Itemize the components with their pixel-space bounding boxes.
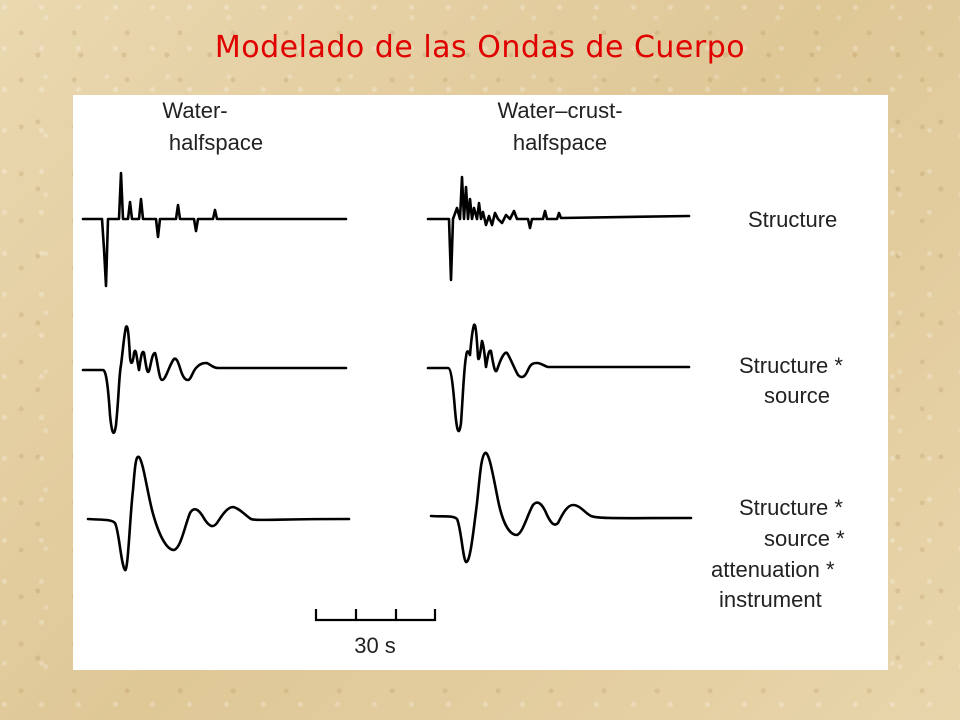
trace-full-water-crust-halfspace [431,453,691,562]
trace-full-water-halfspace [88,457,349,570]
trace-structure-source-water-crust-halfspace [428,325,689,431]
row-label-2-line1: Structure * [739,353,843,378]
scale-bar [316,609,435,620]
row-label-3-line1: Structure * [739,495,843,520]
col-heading-1-line1: Water- [162,98,228,123]
slide-title: Modelado de las Ondas de Cuerpo [214,30,746,65]
col-heading-2-line2: halfspace [512,130,608,155]
row-label-3-line3: attenuation * [711,557,835,582]
trace-structure-source-water-halfspace [83,326,346,432]
row-label-3-line4: instrument [719,587,822,612]
trace-structure-water-crust-halfspace [428,177,689,280]
col-heading-1-line2: halfspace [168,130,264,155]
scale-bar-label: 30 s [354,633,396,658]
row-label-1-line1: Structure [748,207,838,232]
figure-panel [73,95,888,670]
trace-structure-water-halfspace [83,173,346,286]
seismogram-figure [73,95,888,670]
col-heading-2-line1: Water–crust- [497,98,623,123]
row-label-3-line2: source * [764,526,845,551]
row-label-2-line2: source [764,383,831,408]
